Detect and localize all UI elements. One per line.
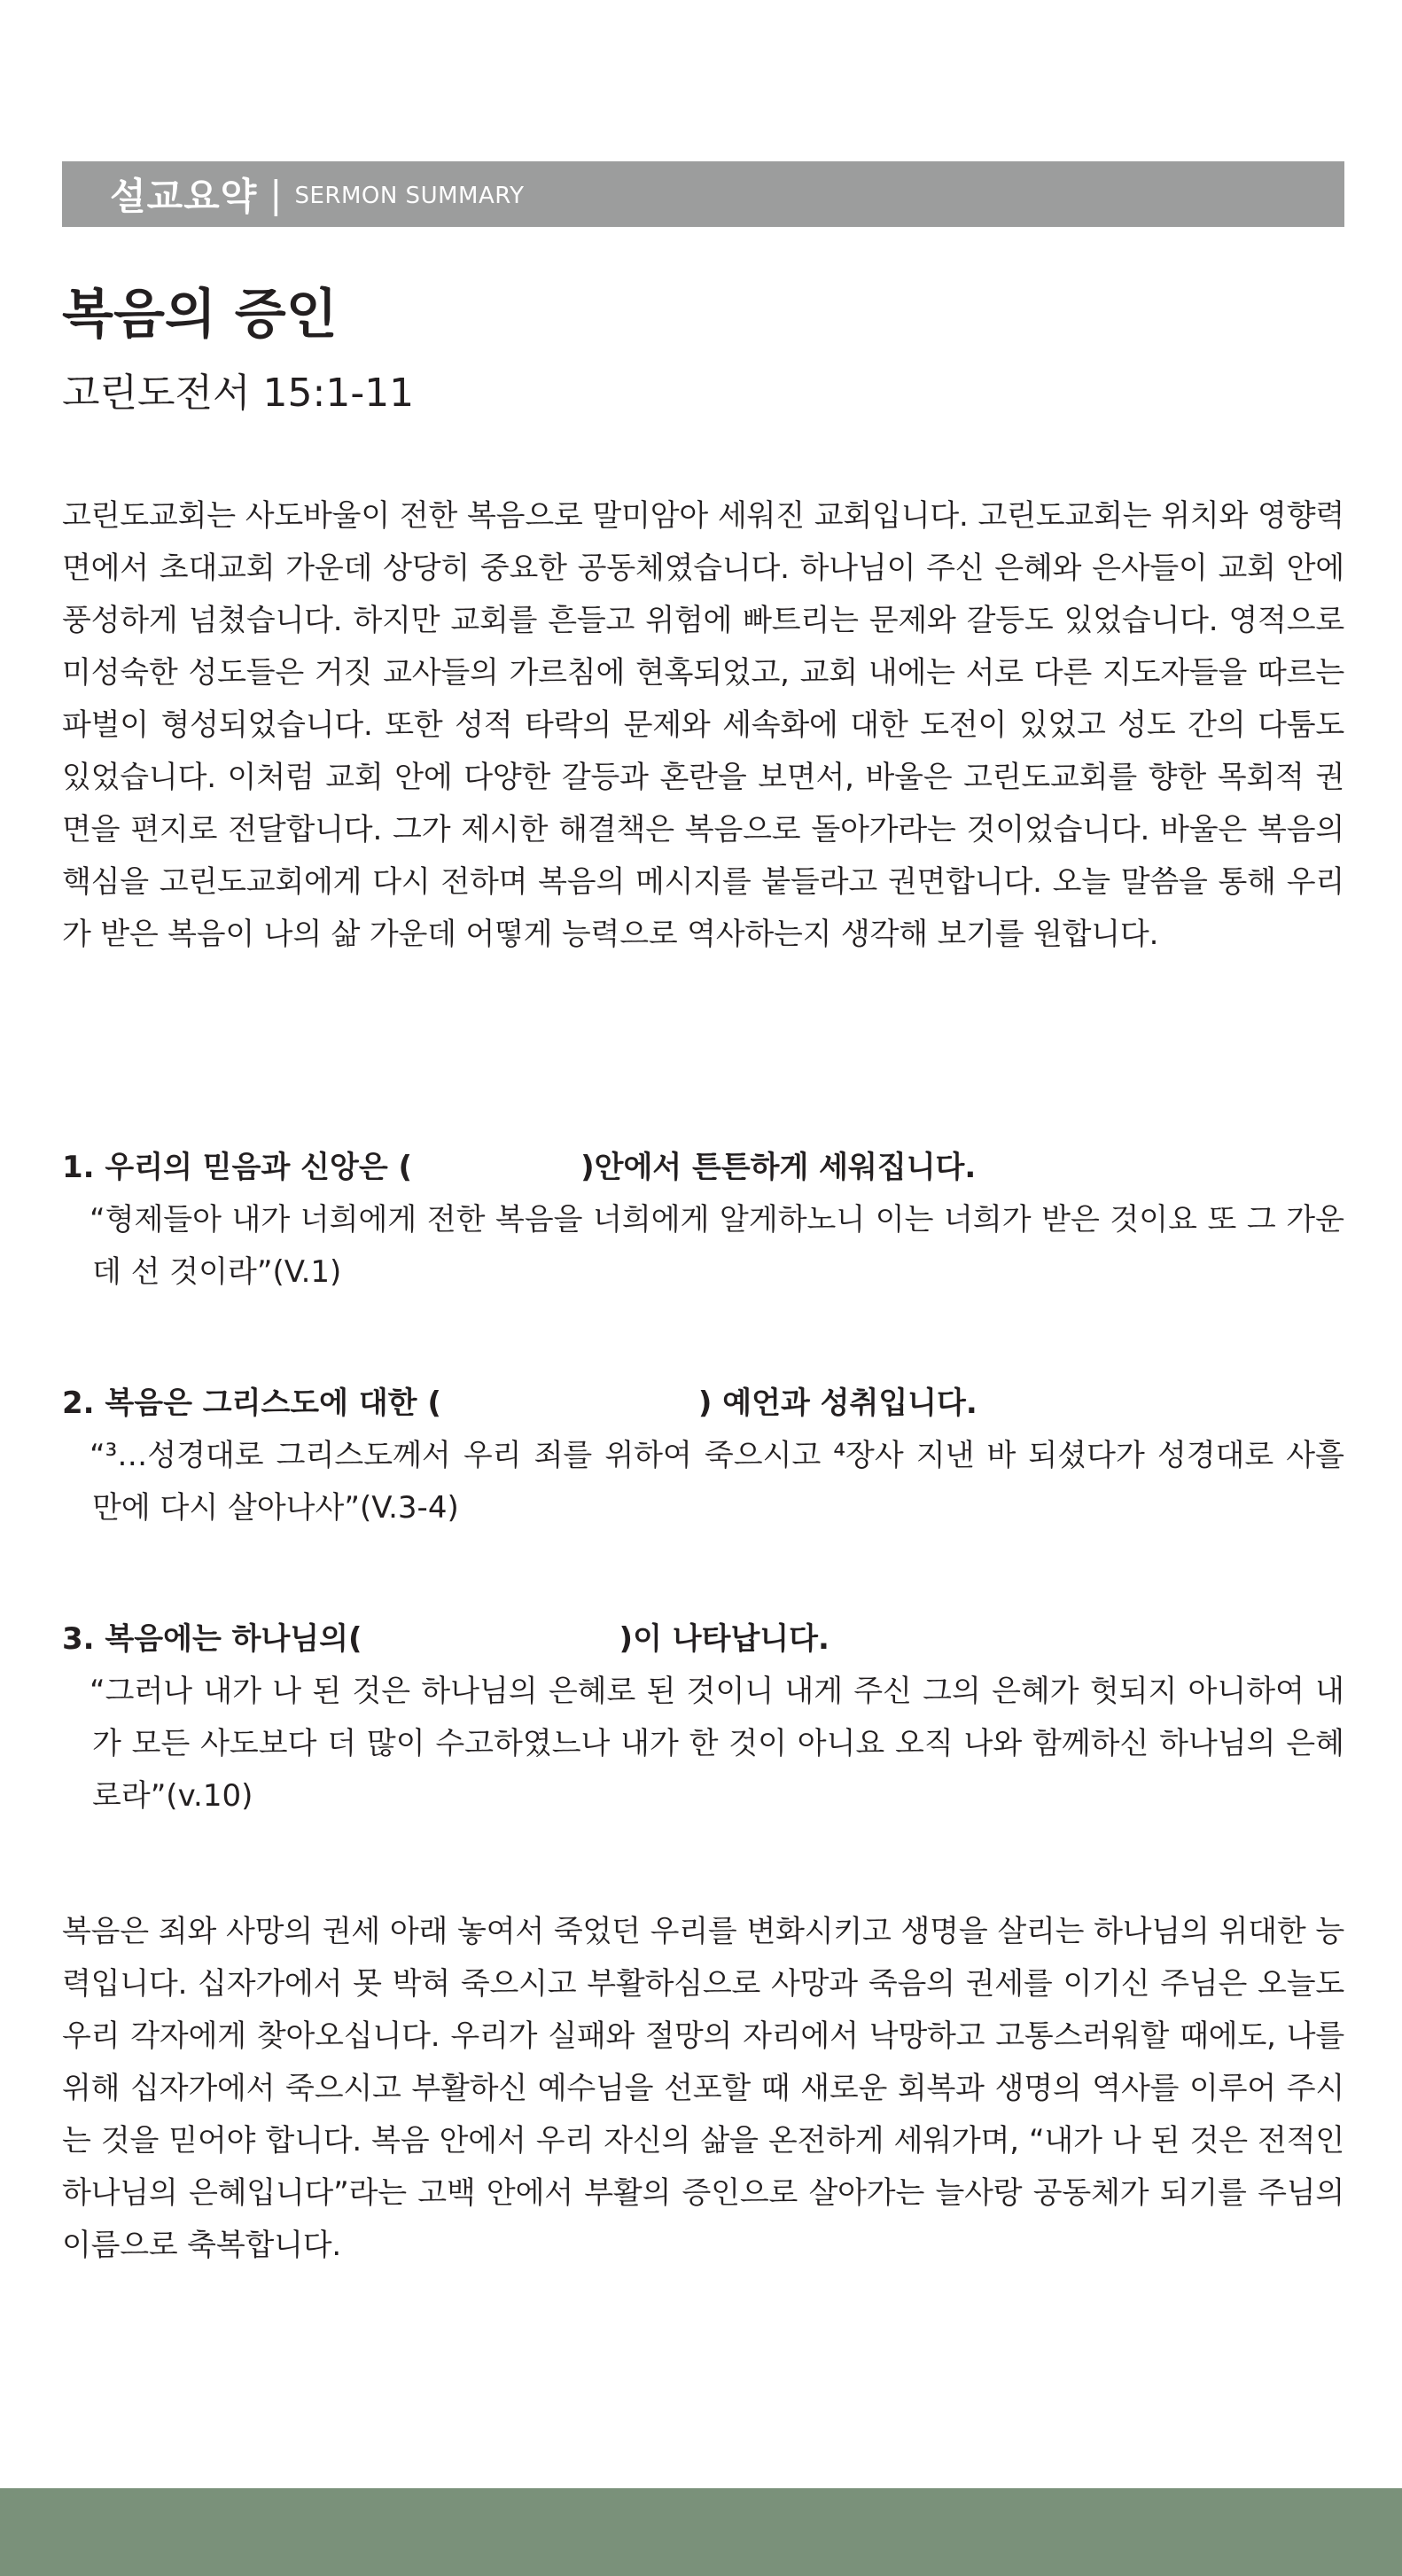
sermon-point-1 <box>62 1142 1344 1299</box>
sermon-title: 복음의 증인 <box>62 284 338 346</box>
point-2-heading <box>62 1378 1344 1430</box>
point-2-heading-after: ) 예언과 성취입니다. <box>697 1386 978 1421</box>
point-3-heading-before: 3. 복음에는 하나님의( <box>62 1621 362 1657</box>
point-1-heading-before: 1. 우리의 믿음과 신앙은 ( <box>62 1150 413 1185</box>
footer-bar <box>0 2488 1402 2576</box>
point-3-heading <box>62 1613 1344 1666</box>
conclusion-paragraph: 복음은 죄와 사망의 권세 아래 놓여서 죽었던 우리를 변화시키고 생명을 살리는 하나님의 위대한 능력입니다. 십자가에서 못 박혀 죽으시고 부활하심으로 사망과 죽음의 권세를 이기신 주님은 오늘도 우리 각자에게 찾아오십니다. 우리가 실패와 절망의 자리에서 낙망하고 고통스러워할 때에도, 나를 위해 십자가에서 죽으시고 부활하신 예수님을 선포할 때 새로운 회복과 생명의 역사를 이루어 주시는 것을 믿어야 합니다. 복음 안에서 우리 자신의 삶을 온전하게 세워가며, “내가 나 된 것은 전적인 하나님의 은혜입니다”라는 고백 안에서 부활의 증인으로 살아가는 늘사랑 공동체가 되기를 주님의 이름으로 축복합니다. <box>62 1914 1344 2263</box>
point-1-heading <box>62 1142 1344 1194</box>
header-separator: | <box>269 172 283 216</box>
point-3-heading-after: )이 나타납니다. <box>619 1621 830 1657</box>
scripture-reference: 고린도전서 15:1-11 <box>62 371 415 416</box>
header-title: 설교요약 <box>110 175 258 218</box>
intro-paragraph: 고린도교회는 사도바울이 전한 복음으로 말미암아 세워진 교회입니다. 고린도교회는 위치와 영향력 면에서 초대교회 가운데 상당히 중요한 공동체였습니다. 하나님이 주신 은혜와 은사들이 교회 안에 풍성하게 넘쳤습니다. 하지만 교회를 흔들고 위험에 빠트리는 문제와 갈등도 있었습니다. 영적으로 미성숙한 성도들은 거짓 교사들의 가르침에 현혹되었고, 교회 내에는 서로 다른 지도자들을 따르는 파벌이 형성되었습니다. 또한 성적 타락의 문제와 세속화에 대한 도전이 있었고 성도 간의 다툼도 있었습니다. 이처럼 교회 안에 다양한 갈등과 혼란을 보면서, 바울은 고린도교회를 향한 목회적 권면을 편지로 전달합니다. 그가 제시한 해결책은 복음으로 돌아가라는 것이었습니다. 바울은 복음의 핵심을 고린도교회에게 다시 전하며 복음의 메시지를 붙들라고 권면합니다. 오늘 말씀을 통해 우리가 받은 복음이 나의 삶 가운데 어떻게 능력으로 역사하는지 생각해 보기를 원합니다. <box>62 498 1344 952</box>
sermon-point-2 <box>62 1378 1344 1534</box>
point-3-verse: “그러나 내가 나 된 것은 하나님의 은혜로 된 것이니 내게 주신 그의 은혜가 헛되지 아니하여 내가 모든 사도보다 더 많이 수고하였느나 내가 한 것이 아니요 오직 나와 함께하신 하나님의 은혜로라”(v.10) <box>90 1674 1344 1814</box>
point-1-heading-after: )안에서 튼튼하게 세워집니다. <box>580 1150 977 1185</box>
sermon-point-3 <box>62 1613 1344 1823</box>
section-header-bar <box>62 161 1344 227</box>
point-2-heading-before: 2. 복음은 그리스도에 대한 ( <box>62 1386 441 1421</box>
point-1-verse: “형제들아 내가 너희에게 전한 복음을 너희에게 알게하노니 이는 너희가 받은 것이요 또 그 가운데 선 것이라”(V.1) <box>90 1202 1344 1290</box>
header-subtitle: SERMON SUMMARY <box>294 183 525 209</box>
point-2-verse: “³…성경대로 그리스도께서 우리 죄를 위하여 죽으시고 ⁴장사 지낸 바 되셨다가 성경대로 사흘 만에 다시 살아나사”(V.3-4) <box>90 1438 1344 1526</box>
